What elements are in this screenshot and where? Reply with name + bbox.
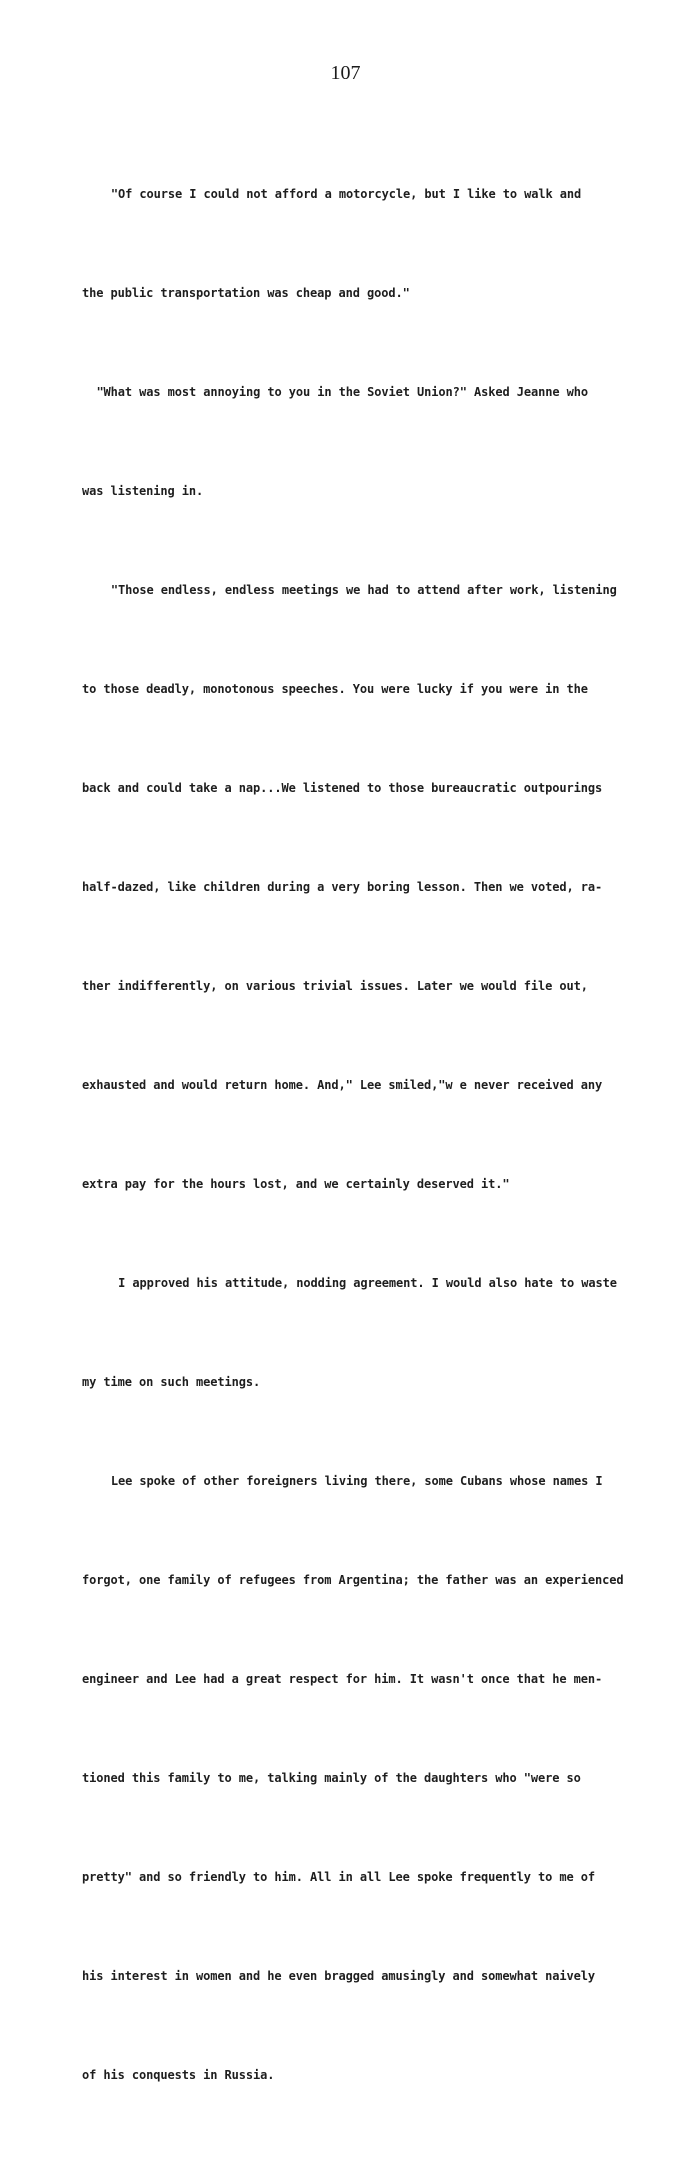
text-line: back and could take a nap...We listened to those bureaucratic outpourings [82, 781, 603, 795]
manuscript-body [82, 112, 638, 2158]
page-number: 107 [330, 62, 361, 84]
text-line: the public transportation was cheap and good." [82, 286, 410, 300]
text-line: tioned this family to me, talking mainly of the daughters who "were so [82, 1771, 581, 1785]
text-line: exhausted and would return home. And," Lee smiled,"w e never received any [82, 1078, 603, 1092]
text-line: half-dazed, like children during a very boring lesson. Then we voted, ra- [82, 880, 603, 894]
text-line: his interest in women and he even bragged amusingly and somewhat naively [82, 1969, 595, 1983]
text-line: pretty" and so friendly to him. All in all Lee spoke frequently to me of [82, 1870, 595, 1884]
text-line: I approved his attitude, nodding agreement. I would also hate to waste [118, 1276, 617, 1290]
text-line: extra pay for the hours lost, and we certainly deserved it." [82, 1177, 510, 1191]
text-line: was listening in. [82, 484, 204, 498]
text-line: Lee spoke of other foreigners living there, some Cubans whose names I [110, 1474, 603, 1488]
text-line: "Those endless, endless meetings we had to attend after work, listening [110, 583, 617, 597]
text-line: "What was most annoying to you in the Soviet Union?" Asked Jeanne who [96, 385, 589, 399]
text-line: engineer and Lee had a great respect for him. It wasn't once that he men- [82, 1672, 603, 1686]
text-line: of his conquests in Russia. [82, 2068, 275, 2082]
text-line: "Of course I could not afford a motorcycle, but I like to walk and [110, 187, 582, 201]
text-line: to those deadly, monotonous speeches. You were lucky if you were in the [82, 682, 588, 696]
text-line: my time on such meetings. [82, 1375, 261, 1389]
text-line: ther indifferently, on various trivial issues. Later we would file out, [82, 979, 588, 993]
text-line: forgot, one family of refugees from Argentina; the father was an experienced [82, 1573, 624, 1587]
